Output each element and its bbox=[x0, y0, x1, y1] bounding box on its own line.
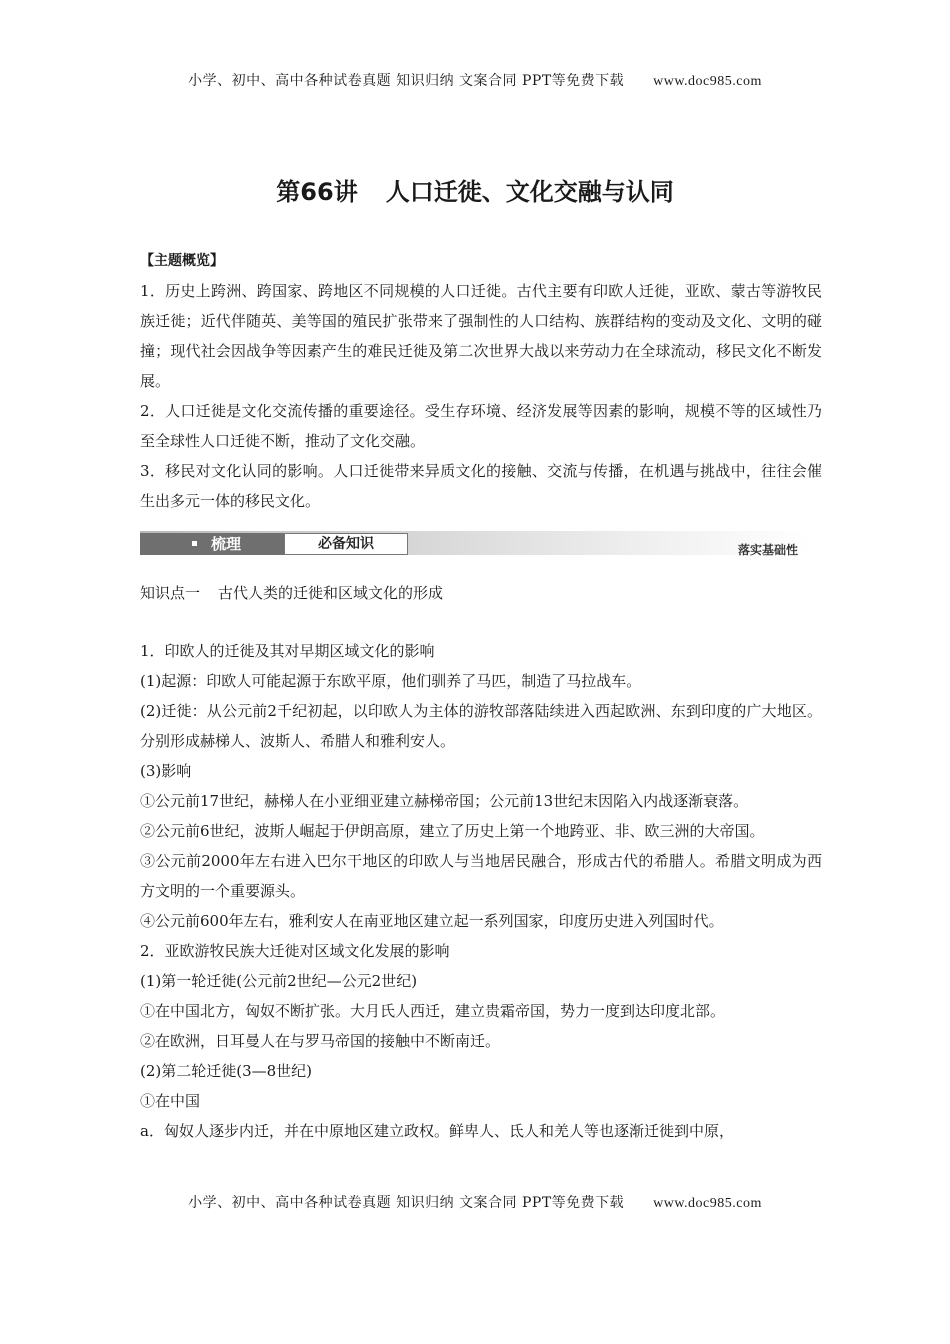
knowledge-point-label: 知识点一 bbox=[140, 584, 201, 602]
lecture-number: 第66讲 bbox=[276, 178, 358, 206]
overview-paragraph: 2．人口迁徙是文化交流传播的重要途径。受生存环境、经济发展等因素的影响，规模不等的区域性乃至全球性人口迁徙不断，推动了文化交融。 bbox=[140, 402, 822, 450]
body-line: 1．印欧人的迁徙及其对早期区域文化的影响 bbox=[140, 642, 435, 660]
header-site-link[interactable]: www.doc985.com bbox=[653, 74, 762, 89]
page-header bbox=[0, 70, 950, 90]
overview-section bbox=[140, 276, 822, 516]
banner-left bbox=[140, 533, 284, 555]
body-content bbox=[140, 636, 822, 1146]
body-line: 2．亚欧游牧民族大迁徙对区域文化发展的影响 bbox=[140, 942, 450, 960]
body-line: (3)影响 bbox=[140, 762, 192, 780]
body-line: ③公元前2000年左右进入巴尔干地区的印欧人与当地居民融合，形成古代的希腊人。希腊文明成为西方文明的一个重要源头。 bbox=[140, 852, 822, 900]
body-line: ④公元前600年左右，雅利安人在南亚地区建立起一系列国家，印度历史进入列国时代。 bbox=[140, 912, 724, 930]
footer-text: 小学、初中、高中各种试卷真题 知识归纳 文案合同 PPT等免费下载 bbox=[188, 1195, 625, 1211]
page-footer bbox=[0, 1192, 950, 1212]
section-banner bbox=[140, 531, 810, 561]
body-line: a．匈奴人逐步内迁，并在中原地区建立政权。鲜卑人、氐人和羌人等也逐渐迁徙到中原， bbox=[140, 1122, 734, 1140]
banner-right-label: 必备知识 bbox=[284, 533, 408, 555]
body-line: ②在欧洲，日耳曼人在与罗马帝国的接触中不断南迁。 bbox=[140, 1032, 501, 1050]
body-line: (1)第一轮迁徙(公元前2世纪—公元2世纪) bbox=[140, 972, 418, 990]
header-text: 小学、初中、高中各种试卷真题 知识归纳 文案合同 PPT等免费下载 bbox=[188, 73, 625, 89]
body-line: ①公元前17世纪，赫梯人在小亚细亚建立赫梯帝国；公元前13世纪末因陷入内战逐渐衰落。 bbox=[140, 792, 749, 810]
knowledge-point-text: 古代人类的迁徙和区域文化的形成 bbox=[218, 584, 444, 602]
body-line: (2)迁徙：从公元前2千纪初起，以印欧人为主体的游牧部落陆续进入西起欧洲、东到印度的广大地区。分别形成赫梯人、波斯人、希腊人和雅利安人。 bbox=[140, 702, 822, 750]
square-bullet-icon bbox=[192, 541, 197, 546]
overview-paragraph: 3．移民对文化认同的影响。人口迁徙带来异质文化的接触、交流与传播，在机遇与挑战中，往往会催生出多元一体的移民文化。 bbox=[140, 462, 822, 510]
body-line: ①在中国 bbox=[140, 1092, 201, 1110]
body-line: (2)第二轮迁徙(3—8世纪) bbox=[140, 1062, 313, 1080]
knowledge-point-title bbox=[140, 578, 443, 608]
overview-heading: 【主题概览】 bbox=[140, 253, 224, 269]
overview-paragraph: 1．历史上跨洲、跨国家、跨地区不同规模的人口迁徙。古代主要有印欧人迁徙，亚欧、蒙古等游牧民族迁徙；近代伴随英、美等国的殖民扩张带来了强制性的人口结构、族群结构的变动及文化、文明的碰撞；现代社会因战争等因素产生的难民迁徙及第二次世界大战以来劳动力在全球流动，移民文化不断发展。 bbox=[140, 282, 822, 390]
body-line: ①在中国北方，匈奴不断扩张。大月氏人西迁，建立贵霜帝国，势力一度到达印度北部。 bbox=[140, 1002, 726, 1020]
banner-left-label: 梳理 bbox=[211, 535, 242, 553]
footer-site-link[interactable]: www.doc985.com bbox=[653, 1196, 762, 1211]
banner-tag: 落实基础性 bbox=[737, 543, 798, 557]
body-line: ②公元前6世纪，波斯人崛起于伊朗高原，建立了历史上第一个地跨亚、非、欧三洲的大帝国。 bbox=[140, 822, 765, 840]
lecture-topic: 人口迁徙、文化交融与认同 bbox=[385, 178, 674, 206]
page-title bbox=[0, 172, 950, 207]
body-line: (1)起源：印欧人可能起源于东欧平原，他们驯养了马匹，制造了马拉战车。 bbox=[140, 672, 642, 690]
